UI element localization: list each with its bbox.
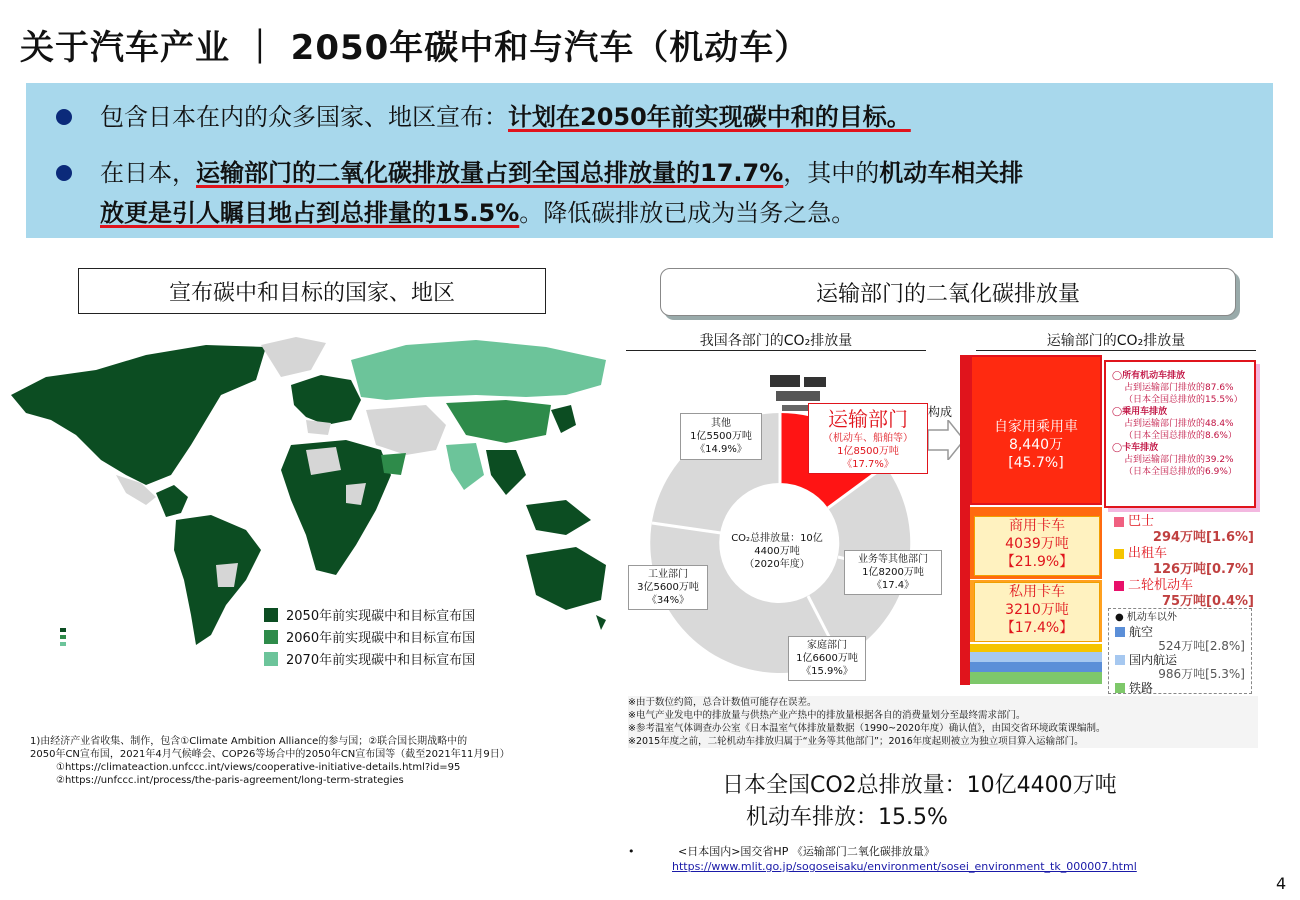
label-title: 家庭部门 xyxy=(807,640,847,651)
side-item-value: 524万吨[2.8%] xyxy=(1158,639,1245,653)
legend-swatch xyxy=(1114,581,1124,591)
disclaimers xyxy=(628,696,1258,748)
bar-commercial-truck-label xyxy=(974,516,1100,576)
footnote-line: 2050年CN宣布国，2021年4月气候峰会、COP26等场合中的2050年CN宣布国等（截至2021年11月9日） xyxy=(30,749,510,760)
label-percent: 《17.7%》 xyxy=(842,459,894,470)
legend-label: 2070年前实现碳中和目标宣布国 xyxy=(286,653,476,668)
label-percent: 《17.4》 xyxy=(871,580,915,591)
summary-total: 日本全国CO2总排放量：10亿4400万吨 xyxy=(722,773,1117,798)
legend-2070 xyxy=(264,649,475,668)
bullet-2 xyxy=(100,153,1250,233)
map-footnotes xyxy=(30,735,620,787)
label-title: 工业部门 xyxy=(648,569,688,580)
note-line: 占到运输部门排放的48.4% xyxy=(1124,419,1234,429)
bullet-2-emphasis-b2: 放更是引人瞩目地占到总排量的15.5% xyxy=(100,199,520,227)
bullet-dot xyxy=(56,109,72,125)
legend-label: 2050年前实现碳中和目标宣布国 xyxy=(286,609,476,624)
bullet-2-text-c: 。降低碳排放已成为当务之急。 xyxy=(519,199,856,227)
label-percent: 《14.9%》 xyxy=(695,444,747,455)
side-item-title: 出租车 xyxy=(1128,546,1168,561)
label-other xyxy=(680,413,762,460)
side-item-value: 75万吨[0.4%] xyxy=(1161,594,1254,609)
side-item-title: 二轮机动车 xyxy=(1128,578,1194,593)
label-percent: 《34%》 xyxy=(646,595,690,606)
bullet-2-text-b: ，其中的 xyxy=(783,159,880,187)
composition-label: 构成 xyxy=(928,405,953,419)
legend-label: 2060年前实现碳中和目标宣布国 xyxy=(286,631,476,646)
side-item-title: 国内航运 xyxy=(1129,653,1178,667)
legend-swatch xyxy=(1115,627,1125,637)
non-auto-title: ● 机动车以外 xyxy=(1115,612,1177,623)
bullet-1-text: 包含日本在内的众多国家、地区宣布： xyxy=(100,103,508,131)
legend-swatch xyxy=(264,652,278,666)
page-number: 4 xyxy=(1276,874,1287,893)
non-auto-box xyxy=(1108,608,1252,694)
disclaimer-line: ※2015年度之前，二轮机动车排放归属于“业务等其他部门”；2016年度起则被立为独立项目算入运输部门。 xyxy=(628,736,1084,747)
side-legend-vehicles xyxy=(1114,514,1254,610)
label-industry xyxy=(628,565,708,610)
bullet-1-emphasis: 计划在2050年前实现碳中和的目标。 xyxy=(508,103,911,131)
bullet-1 xyxy=(100,97,911,137)
donut-chart xyxy=(630,345,960,685)
bullet-dot xyxy=(56,165,72,181)
side-item-value: 986万吨[5.3%] xyxy=(1158,667,1245,681)
transport-caption: 运输部门的二氧化碳排放量 xyxy=(660,268,1236,316)
bar-bus-taxi xyxy=(970,644,1102,652)
note-line: （日本全国总排放的8.6%） xyxy=(1124,431,1237,441)
vehicle-share-note xyxy=(1104,360,1256,508)
disclaimer-line: ※参考温室气体调查办公室《日本温室气体排放量数据（1990~2020年度）确认值》，由国交省环境政策课编制。 xyxy=(628,723,1106,734)
footnote-line: 1)由经济产业省收集、制作，包含①Climate Ambition Alliance的参与国；②联合国长期战略中的 xyxy=(30,736,468,747)
label-percent: 《15.9%》 xyxy=(801,666,853,677)
legend-swatch xyxy=(1114,517,1124,527)
side-item-value: 294万吨[1.6%] xyxy=(1152,530,1254,545)
label-title: 业务等其他部门 xyxy=(858,554,928,565)
center-line: （2020年度） xyxy=(744,559,810,570)
footnote-link[interactable]: ②https://unfccc.int/process/the-paris-agreement/long-term-strategies xyxy=(56,775,404,786)
label-transport xyxy=(808,403,928,474)
label-value: 1亿5500万吨 xyxy=(690,431,752,442)
bar-aviation xyxy=(970,662,1102,672)
source-label: <日本国内>国交省HP 《运输部门二氧化碳排放量》 xyxy=(678,845,935,858)
bar-label-value: 4039万吨 xyxy=(1005,536,1069,552)
note-line: （日本全国总排放的15.5%） xyxy=(1124,395,1243,405)
bar-label-title: 商用卡车 xyxy=(1009,518,1065,534)
side-item-title: 巴士 xyxy=(1128,514,1155,529)
bullet-2-text-a: 在日本， xyxy=(100,159,196,187)
arrow-icon xyxy=(928,420,964,460)
footnote-link[interactable]: ①https://climateaction.unfccc.int/views/cooperative-initiative-details.html?id=95 xyxy=(56,762,461,773)
legend-swatch xyxy=(1115,655,1125,665)
note-line: ◯卡车排放 xyxy=(1112,443,1159,453)
note-line: ◯所有机动车排放 xyxy=(1112,371,1186,381)
note-line: 占到运输部门排放的39.2% xyxy=(1124,455,1234,465)
page-title: 关于汽车产业 ｜ 2050年碳中和与汽车（机动车） xyxy=(20,28,810,68)
source-link[interactable]: https://www.mlit.go.jp/sogoseisaku/environment/sosei_environment_tk_000007.html xyxy=(672,860,1137,873)
disclaimer-line: ※电气产业发电中的排放量与供热产业产热中的排放量根据各自的消费量划分至最终需求部门。 xyxy=(628,710,1026,721)
center-line: 4400万吨 xyxy=(754,546,800,557)
source-bullet: • xyxy=(628,845,635,858)
legend-swatch xyxy=(1115,683,1125,693)
note-line: （日本全国总排放的6.9%） xyxy=(1124,467,1237,477)
bar-label-percent: 【21.9%】 xyxy=(1000,554,1074,570)
bar-label-percent: [45.7%] xyxy=(1008,455,1064,471)
side-item-title: 铁路 xyxy=(1129,681,1154,695)
bar-label-value: 3210万吨 xyxy=(1005,602,1069,618)
donut-center-label xyxy=(722,532,832,571)
summary-box xyxy=(26,83,1273,238)
label-title: 运输部门 xyxy=(828,407,908,431)
legend-swatch xyxy=(1114,549,1124,559)
label-value: 1亿8500万吨 xyxy=(837,446,899,457)
legend-swatch xyxy=(264,608,278,622)
label-value: 3亿5600万吨 xyxy=(637,582,699,593)
disclaimer-line: ※由于数位约简，总合计数值可能存在误差。 xyxy=(628,697,817,708)
label-sub: （机动车、船舶等） xyxy=(823,433,913,444)
bar-label-title: 私用卡车 xyxy=(1009,584,1065,600)
map-caption: 宣布碳中和目标的国家、地区 xyxy=(78,268,546,314)
note-line: ◯乘用车排放 xyxy=(1112,407,1168,417)
summary-vehicle: 机动车排放：15.5% xyxy=(746,805,948,830)
bar-shipping xyxy=(970,652,1102,662)
legend-2050 xyxy=(264,605,475,624)
bar-rail xyxy=(970,672,1102,684)
bullet-2-emphasis-a: 运输部门的二氧化碳排放量占到全国总排放量的17.7% xyxy=(196,159,784,187)
note-line: 占到运输部门排放的87.6% xyxy=(1124,383,1234,393)
side-item-value: 126万吨[0.7%] xyxy=(1152,562,1254,577)
bar-label-value: 8,440万 xyxy=(1008,437,1064,453)
label-business xyxy=(844,550,942,595)
label-title: 其他 xyxy=(711,418,731,429)
side-item-title: 航空 xyxy=(1129,625,1154,639)
label-value: 1亿6600万吨 xyxy=(796,653,858,664)
bar-label-title: 自家用乘用車 xyxy=(994,419,1078,435)
bar-edge xyxy=(960,355,970,685)
left-chart-title: 我国各部门的CO₂排放量 xyxy=(626,330,926,351)
bar-private-truck-label xyxy=(974,582,1100,642)
bar-private-car-label xyxy=(970,418,1102,472)
legend-2060 xyxy=(264,627,475,646)
label-value: 1亿8200万吨 xyxy=(862,567,924,578)
center-line: CO₂总排放量：10亿 xyxy=(731,533,823,544)
right-chart-title: 运输部门的CO₂排放量 xyxy=(976,330,1256,351)
bullet-2-emphasis-b1: 机动车相关排 xyxy=(879,159,1024,187)
legend-swatch xyxy=(264,630,278,644)
label-home xyxy=(788,636,866,681)
bar-label-percent: 【17.4%】 xyxy=(1000,620,1074,636)
